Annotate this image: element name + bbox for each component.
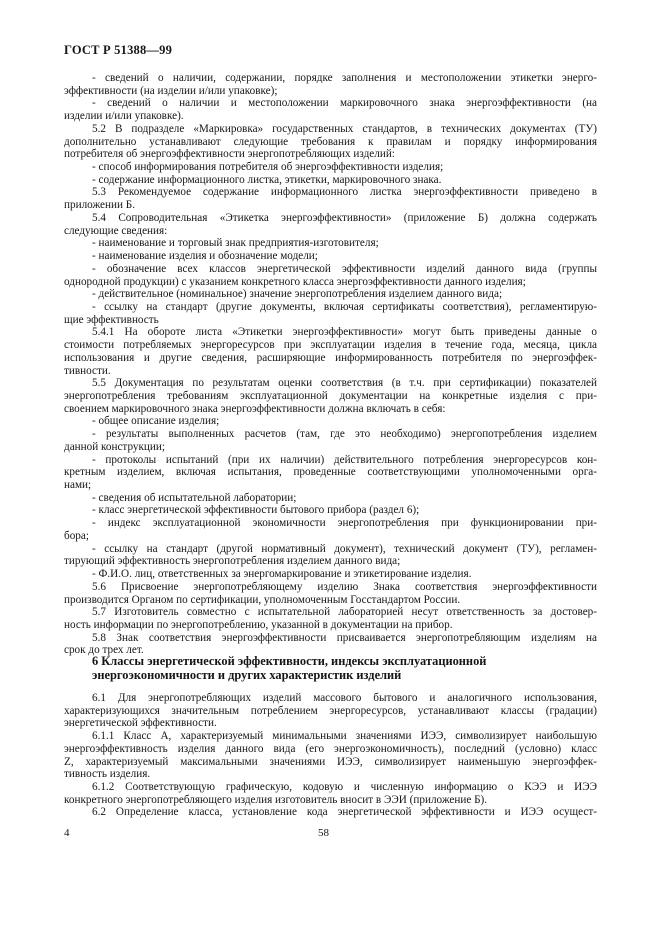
text-line: энергопотребления требованиям эксплуатационной документации на конкретные изделия с при- xyxy=(64,390,597,402)
section-6-heading-line-2: энергоэкономичности и других характеристик изделий xyxy=(92,668,402,682)
text-line: тивности. xyxy=(64,364,111,377)
document-code-header: ГОСТ Р 51388—99 xyxy=(64,43,173,57)
text-line: стоимости потребляемых энергоресурсов при эксплуатации изделия в течение года, месяца, цикла xyxy=(64,339,597,352)
text-line: 6.1.1 Класс А, характеризуемый минимальными значениями ИЭЭ, символизирует наибольшую xyxy=(92,730,597,743)
text-line: Z, характеризуемый максимальными значениями ИЭЭ, символизирует наименьшую энергоэффек- xyxy=(64,755,597,768)
text-line: характеризующихся значительным потреблением энергоресурсов, устанавливают классы (градации) xyxy=(64,704,597,717)
text-line: производится Органом по сертификации, уполномоченным Госстандартом России. xyxy=(64,593,461,606)
text-line: - содержание информационного листка, этикетки, маркировочного знака. xyxy=(92,173,442,186)
text-line: - сведений о наличии, содержании, порядке заполнения и местоположении этикетки энерго- xyxy=(92,72,597,84)
text-line: - действительное (номинальное) значение энергопотребления изделием данного вида; xyxy=(92,288,503,301)
text-line: - сведения об испытательной лаборатории; xyxy=(92,491,297,504)
page-number-center: 58 xyxy=(318,827,329,839)
text-line: тирующий эффективность энергопотребления изделием данного вида; xyxy=(64,555,401,568)
text-line: 6.1 Для энергопотребляющих изделий массового бытового и аналогичного использования, xyxy=(92,692,597,704)
text-line: - класс энергетической эффективности бытового прибора (раздел 6); xyxy=(92,504,420,517)
text-line: 6.2 Определение класса, установление кода энергетической эффективности и ИЭЭ осущест- xyxy=(92,806,597,819)
text-line: - Ф.И.О. лиц, ответственных за энергомаркирование и этикетирование изделия. xyxy=(92,568,472,581)
text-line: - наименование и торговый знак предприятия-изготовителя; xyxy=(92,237,379,250)
text-line: конкретного энергопотребляющего изделия изготовитель вносит в ЭЭИ (приложение Б). xyxy=(64,793,488,806)
text-line: однородной продукции) с указанием конкретного класса энергоэффективности данного изделия; xyxy=(64,275,526,288)
text-line: - общее описание изделия; xyxy=(92,415,220,428)
section-6-heading-line-1: 6 Классы энергетической эффективности, индексы эксплуатационной xyxy=(92,654,487,668)
text-line: данной конструкции; xyxy=(64,440,165,453)
text-line: - обозначение всех классов энергетической эффективности изделий данного вида (группы xyxy=(92,262,597,275)
text-line: использования и другие сведения, расширяющие информированность потребителя по энергоэффек- xyxy=(64,351,597,364)
text-line: 5.2 В подразделе «Маркировка» государственных стандартов, в технических документах (ТУ) xyxy=(92,122,597,135)
text-line: энергетической эффективности. xyxy=(64,717,217,730)
text-line: 6.1.2 Соответствующую графическую, кодовую и численную информацию о КЭЭ и ИЭЭ xyxy=(92,781,597,794)
text-line: изделии и/или упаковке). xyxy=(64,110,184,123)
text-line: эффективности (на изделии и/или упаковке); xyxy=(64,84,278,97)
text-line: ность информации по энергопотреблению, указанной в документации на прибор. xyxy=(64,618,453,631)
text-line: - результаты выполненных расчетов (там, где это необходимо) энергопотребления изделием xyxy=(92,428,597,441)
text-line: - индекс эксплуатационной экономичности энергопотребления при функционировании при- xyxy=(92,517,597,530)
text-line: - способ информирования потребителя об энергоэффективности изделия; xyxy=(92,161,444,174)
text-line: - ссылку на стандарт (другие документы, включая сертификаты соответствия), регламентирую- xyxy=(92,300,597,313)
page-number-left: 4 xyxy=(64,827,70,839)
text-line: 5.4.1 На обороте листа «Этикетки энергоэффективности» могут быть приведены данные о xyxy=(92,326,597,339)
text-line: своением маркировочного знака энергоэффективности должна включать в себя: xyxy=(64,402,446,415)
text-line: потребителя об энергоэффективности энергопотребляющих изделий: xyxy=(64,148,395,161)
text-line: - наименование изделия и обозначение модели; xyxy=(92,250,318,263)
text-line: - сведений о наличии и местоположении маркировочного знака энергоэффективности (на xyxy=(92,97,597,110)
text-line: кретным изделием, включая испытания, проведенные соответствующими уполномоченными орга- xyxy=(64,466,597,479)
text-line: - ссылку на стандарт (другой нормативный документ), технический документ (ТУ), регламен- xyxy=(92,542,597,555)
text-line: 5.7 Изготовитель совместно с испытательной лабораторией несут ответственность за достовер- xyxy=(92,606,597,619)
text-line: дополнительно устанавливают следующие требования к правилам и порядку информирования xyxy=(64,135,597,148)
text-line: 5.8 Знак соответствия энергоэффективности присваивается энергопотребляющим изделиям на xyxy=(92,631,597,644)
text-line: следующие сведения: xyxy=(64,224,168,237)
text-line: - протоколы испытаний (при их наличии) действительного потребления энергоресурсов кон- xyxy=(92,453,597,466)
text-line: 5.6 Присвоение энергопотребляющему изделию Знака соответствия энергоэффективности xyxy=(92,580,597,593)
text-line: 5.5 Документация по результатам оценки соответствия (в т.ч. при сертификации) показателей xyxy=(92,377,597,390)
text-line: энергоэффективность изделия данного вида (его энергоэкономичность), последний (условно) класс xyxy=(64,742,597,755)
text-line: 5.4 Сопроводительная «Этикетка энергоэффективности» (приложение Б) должна содержать xyxy=(92,211,597,224)
text-line: нами; xyxy=(64,479,92,492)
text-line: приложении Б. xyxy=(64,199,135,212)
text-line: щие эффективность xyxy=(64,313,159,326)
text-line: 5.3 Рекомендуемое содержание информационного листка энергоэффективности приведено в xyxy=(92,186,597,199)
text-line: бора; xyxy=(64,529,89,542)
text-line: срок до трех лет. xyxy=(64,644,144,657)
text-line: тивность изделия. xyxy=(64,768,151,781)
